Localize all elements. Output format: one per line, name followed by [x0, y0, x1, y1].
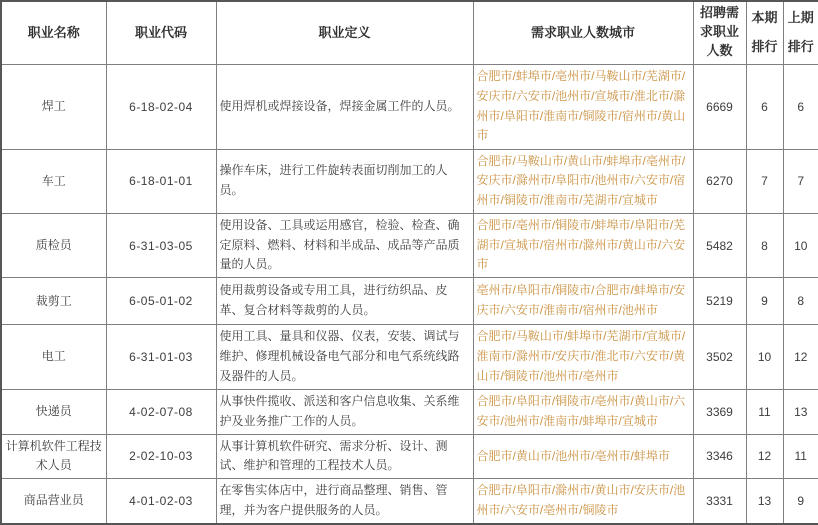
job-code: 6-31-03-05 [106, 213, 216, 277]
job-rank-current: 9 [746, 278, 783, 325]
job-definition: 使用工具、量具和仪器、仪表，安装、调试与维护、修理机械设备电气部分和电气系统线路及器件的人员。 [216, 325, 473, 389]
table-row [1, 479, 818, 524]
job-code: 2-02-10-03 [106, 434, 216, 479]
header-job-code: 职业代码 [106, 1, 216, 64]
table-row [1, 149, 818, 213]
job-code: 6-05-01-02 [106, 278, 216, 325]
job-demand-cities: 亳州市/阜阳市/铜陵市/合肥市/蚌埠市/安庆市/六安市/淮南市/宿州市/池州市 [473, 278, 693, 325]
job-rank-current: 10 [746, 325, 783, 389]
job-definition: 使用裁剪设备或专用工具，进行纺织品、皮革、复合材料等裁剪的人员。 [216, 278, 473, 325]
job-code: 6-18-02-04 [106, 64, 216, 149]
job-definition: 从事快件揽收、派送和客户信息收集、关系维护及业务推广工作的人员。 [216, 389, 473, 434]
job-name: 计算机软件工程技术人员 [1, 434, 106, 479]
job-rank-previous: 13 [783, 389, 818, 434]
job-definition: 从事计算机软件研究、需求分析、设计、测试、维护和管理的工程技术人员。 [216, 434, 473, 479]
job-demand-count: 3502 [693, 325, 746, 389]
job-rank-previous: 6 [783, 64, 818, 149]
job-name: 快递员 [1, 389, 106, 434]
job-demand-cities: 合肥市/黄山市/池州市/亳州市/蚌埠市 [473, 434, 693, 479]
job-name: 车工 [1, 149, 106, 213]
job-definition: 操作车床，进行工件旋转表面切削加工的人员。 [216, 149, 473, 213]
job-demand-count: 6270 [693, 149, 746, 213]
header-row [1, 1, 818, 64]
job-rank-previous: 8 [783, 278, 818, 325]
job-definition: 使用焊机或焊接设备，焊接金属工件的人员。 [216, 64, 473, 149]
table-row [1, 434, 818, 479]
job-demand-count: 3346 [693, 434, 746, 479]
job-rank-previous: 9 [783, 479, 818, 524]
job-demand-cities: 合肥市/马鞍山市/蚌埠市/芜湖市/宣城市/淮南市/滁州市/安庆市/淮北市/六安市/黄山市/铜陵市/池州市/亳州市 [473, 325, 693, 389]
table-row [1, 278, 818, 325]
job-demand-cities: 合肥市/蚌埠市/亳州市/马鞍山市/芜湖市/安庆市/六安市/池州市/宣城市/淮北市/滁州市/阜阳市/淮南市/铜陵市/宿州市/黄山市 [473, 64, 693, 149]
job-demand-count: 6669 [693, 64, 746, 149]
job-rank-previous: 12 [783, 325, 818, 389]
table-row [1, 325, 818, 389]
header-rank-previous: 上期排行 [783, 1, 818, 64]
job-rank-current: 7 [746, 149, 783, 213]
table-row [1, 213, 818, 277]
job-rank-previous: 7 [783, 149, 818, 213]
table-row [1, 64, 818, 149]
job-demand-cities: 合肥市/阜阳市/滁州市/黄山市/安庆市/池州市/六安市/亳州市/铜陵市 [473, 479, 693, 524]
job-name: 电工 [1, 325, 106, 389]
job-demand-count: 3331 [693, 479, 746, 524]
job-name: 质检员 [1, 213, 106, 277]
job-demand-cities: 合肥市/亳州市/铜陵市/蚌埠市/阜阳市/芜湖市/宣城市/宿州市/滁州市/黄山市/六安市 [473, 213, 693, 277]
job-code: 4-02-07-08 [106, 389, 216, 434]
header-demand-count: 招聘需求职业人数 [693, 1, 746, 64]
job-name: 商品营业员 [1, 479, 106, 524]
table-row [1, 389, 818, 434]
header-job-definition: 职业定义 [216, 1, 473, 64]
job-code: 6-18-01-01 [106, 149, 216, 213]
job-rank-current: 8 [746, 213, 783, 277]
header-rank-current: 本期排行 [746, 1, 783, 64]
job-demand-count: 5482 [693, 213, 746, 277]
job-code: 6-31-01-03 [106, 325, 216, 389]
job-rank-current: 13 [746, 479, 783, 524]
job-rank-current: 12 [746, 434, 783, 479]
job-demand-count: 3369 [693, 389, 746, 434]
job-name: 裁剪工 [1, 278, 106, 325]
job-demand-cities: 合肥市/马鞍山市/黄山市/蚌埠市/亳州市/安庆市/滁州市/阜阳市/池州市/六安市/宿州市/铜陵市/淮南市/芜湖市/宣城市 [473, 149, 693, 213]
job-rank-previous: 11 [783, 434, 818, 479]
job-name: 焊工 [1, 64, 106, 149]
job-demand-count: 5219 [693, 278, 746, 325]
job-rank-current: 11 [746, 389, 783, 434]
header-job-name: 职业名称 [1, 1, 106, 64]
job-rank-previous: 10 [783, 213, 818, 277]
job-rank-current: 6 [746, 64, 783, 149]
job-definition: 使用设备、工具或运用感官，检验、检查、确定原料、燃料、材料和半成品、成品等产品质量的人员。 [216, 213, 473, 277]
job-definition: 在零售实体店中，进行商品整理、销售、管理，并为客户提供服务的人员。 [216, 479, 473, 524]
header-demand-cities: 需求职业人数城市 [473, 1, 693, 64]
job-demand-cities: 合肥市/阜阳市/铜陵市/亳州市/黄山市/六安市/池州市/淮南市/蚌埠市/宣城市 [473, 389, 693, 434]
job-code: 4-01-02-03 [106, 479, 216, 524]
